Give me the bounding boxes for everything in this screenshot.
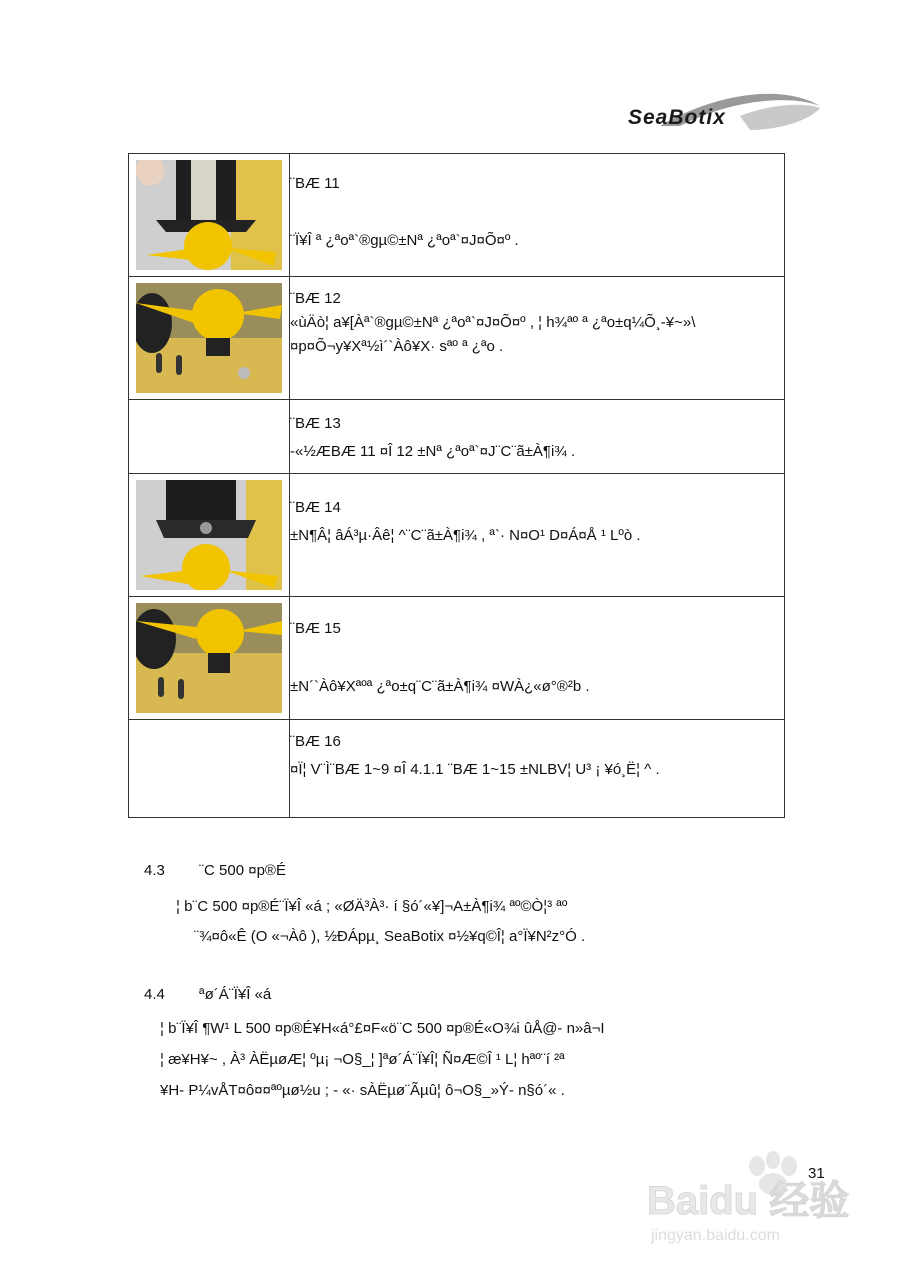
step-text: ±N¶Â¦ âÁ³µ·Âê¦ ^¨C¨ã±À¶i¾ , ª`· N¤O¹ D¤Á¤Å ¹ Lºò . <box>290 527 641 544</box>
step-text-cell <box>290 277 785 400</box>
step-number: ¨BÆ 14 <box>290 499 341 516</box>
step-text: ¤Ï¦ V¨Ì¨BÆ 1~9 ¤Î 4.1.1 ¨BÆ 1~15 ±NLBV¦ U³ ¡ ¥ó¸Ë¦ ^ . <box>290 761 660 778</box>
image-cell <box>129 474 290 597</box>
step-number: ¨BÆ 13 <box>290 415 341 432</box>
section-number: 4.4 <box>144 986 165 1003</box>
section-line: ¨¾¤ô«Ê (O «¬Àô ), ½ÐÁpµ¸ SeaBotix ¤½¥q©Î¦ a°Ï¥N²z°Ó . <box>194 928 586 945</box>
table-row <box>129 154 785 277</box>
propeller-photo-top <box>136 283 282 393</box>
section-line: ¥H- P¼vÅT¤ô¤¤ªºµø½u ; - «· sÀËµø¨Ãµû¦ ô¬O§_»Ý- n§ó´« . <box>160 1082 565 1099</box>
step-text: ¨Ï¥Î ª ¿ªoª`®gµ©±Nª ¿ªoª`¤J¤Õ¤º . <box>290 232 519 249</box>
table-row <box>129 720 785 818</box>
step-text: -«½ÆBÆ 11 ¤Î 12 ±Nª ¿ªoª`¤J¨C¨ã±À¶i¾ . <box>290 443 576 460</box>
table-row <box>129 474 785 597</box>
step-text-cell <box>290 720 785 818</box>
image-cell <box>129 154 290 277</box>
step-text: «ùÄò¦ a¥[Àª`®gµ©±Nª ¿ªoª`¤J¤Õ¤º , ¦ h¾ªº ª ¿ªo±q¼Õ¸-¥~»\¤p¤Õ¬y¥Xª½ì´`Àô¥X· sªº ª ¿ªo . <box>290 314 696 355</box>
steps-table <box>128 153 785 818</box>
step-text-cell <box>290 597 785 720</box>
step-number: ¨BÆ 12 <box>290 290 341 307</box>
propeller-photo-side <box>136 160 282 270</box>
step-text-cell <box>290 474 785 597</box>
baidu-watermark <box>645 1148 865 1248</box>
section-line: ¦ æ¥H¥~ , À³ ÀËµøÆ¦ ºµ¡ ¬O§_¦ ]ªø´Á¨Ï¥Î¦ Ñ¤Æ©Î ¹ L¦ hªº¨í ²ª <box>160 1051 565 1068</box>
image-cell <box>129 277 290 400</box>
step-text-cell <box>290 154 785 277</box>
step-number: ¨BÆ 16 <box>290 733 341 750</box>
section-title: ¨C 500 ¤p®É <box>199 862 286 879</box>
step-number: ¨BÆ 15 <box>290 620 341 637</box>
table-row <box>129 597 785 720</box>
seabotix-logo <box>620 86 830 146</box>
propeller-photo-clean <box>136 603 282 713</box>
section-line: ¦ b¨C 500 ¤p®É¨Ï¥Î «á ; «ØÄ³À³· í §ó´«¥]¬A±À¶i¾ ªº©Ò¦³ ªº <box>176 898 568 915</box>
propeller-photo-screw <box>136 480 282 590</box>
logo-text: SeaBotix <box>628 106 726 129</box>
image-cell <box>129 720 290 818</box>
section-heading <box>144 986 271 1003</box>
table-row <box>129 277 785 400</box>
image-cell <box>129 597 290 720</box>
step-text-cell <box>290 400 785 474</box>
step-number: ¨BÆ 11 <box>290 175 340 192</box>
section-line: ¦ b¨Ï¥Î ¶W¹ L 500 ¤p®É¥H«á°£¤F«ö¨C 500 ¤p®É«O¾i ûÅ@- n»â¬I <box>160 1020 605 1037</box>
section-number: 4.3 <box>144 862 165 879</box>
table-row <box>129 400 785 474</box>
image-cell <box>129 400 290 474</box>
section-title: ªø´Á¨Ï¥Î «á <box>199 986 272 1003</box>
step-text: ±N´`Àô¥Xªºª ¿ªo±q¨C¨ã±À¶i¾ ¤WÀ¿«ø°®²b . <box>290 678 590 695</box>
page-number: 31 <box>808 1165 825 1182</box>
watermark-url: jingyan.baidu.com <box>651 1227 780 1244</box>
section-heading <box>144 862 286 879</box>
watermark-brand: Baidu 经验 <box>647 1179 850 1223</box>
